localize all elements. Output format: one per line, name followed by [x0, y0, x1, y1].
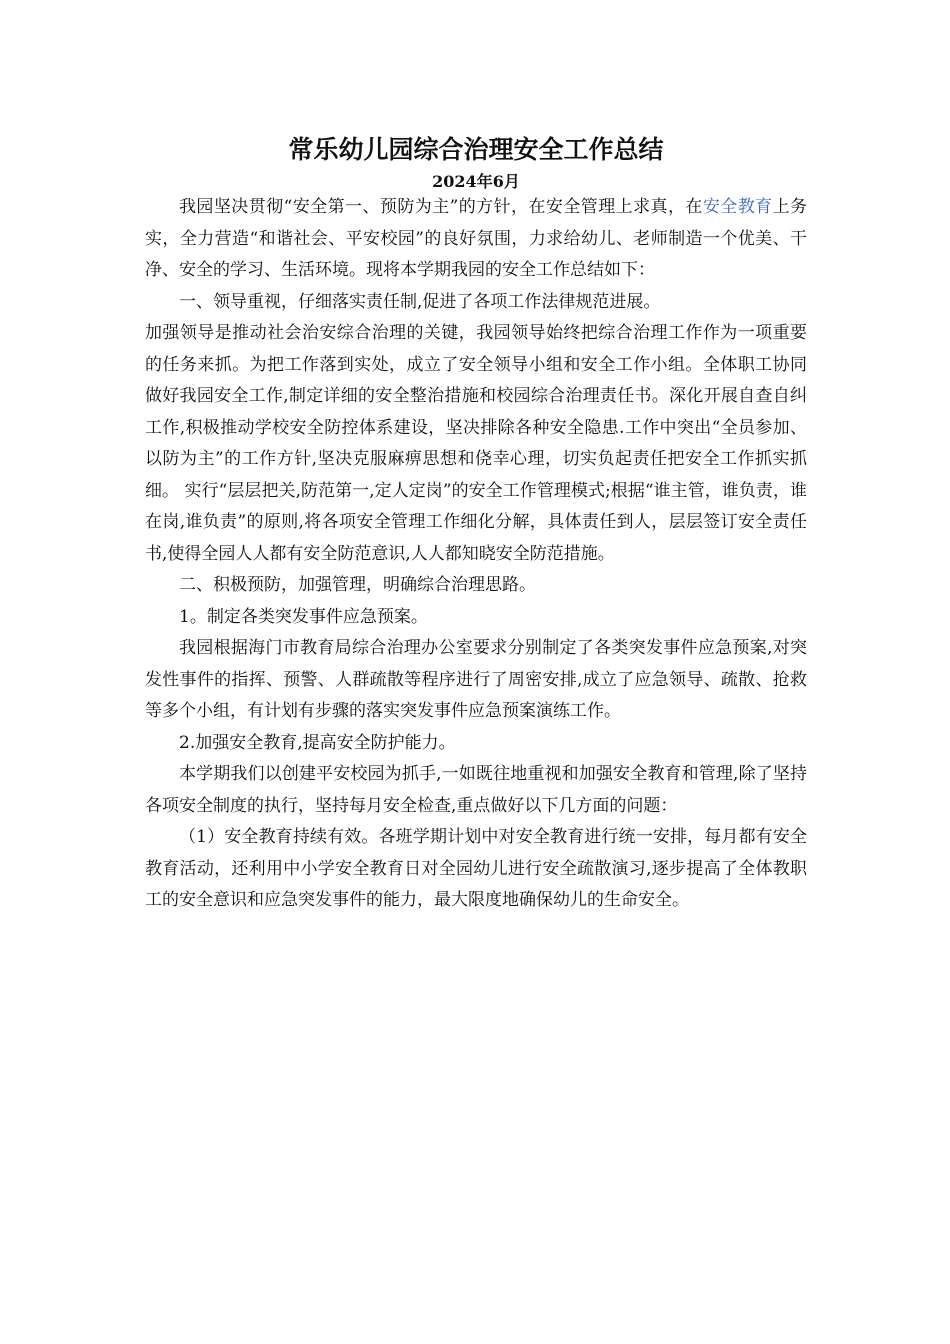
intro-paragraph	[145, 192, 807, 287]
section2-heading: 二、积极预防，加强管理，明确综合治理思路。	[179, 575, 536, 595]
item1-heading: 1。制定各类突发事件应急预案。	[179, 606, 428, 627]
sub1-body: （1）安全教育持续有效。各班学期计划中对安全教育进行统一安排，每月都有安全教育活动，还利用中小学安全教育日对全园幼儿进行安全疏散演习,逐步提高了全体教职工的安全意识和应急突发事件的能力，最大限度地确保幼儿的生命安全。	[145, 827, 807, 910]
document-title: 常乐幼儿园综合治理安全工作总结	[288, 135, 664, 164]
intro-text-end: 上务实，全力营造“和谐社会、平安校园”的良好氛围，力求给幼儿、老师制造一个优美、干净、安全的学习、生活环境。现将本学期我园的安全工作总结如下：	[145, 197, 807, 280]
document-page	[145, 128, 807, 917]
section1-body: 加强领导是推动社会治安综合治理的关键，我园领导始终把综合治理工作作为一项重要的任务来抓。为把工作落到实处，成立了安全领导小组和安全工作小组。全体职工协同做好我园安全工作,制定详细的安全整治措施和校园综合治理责任书。深化开展自查自纠工作,积极推动学校安全防控体系建设，坚决排除各种安全隐患.工作中突出“全员参加、以防为主”的工作方针,坚决克服麻痹思想和侥幸心理，切实负起责任把安全工作抓实抓细。 实行“层层把关,防范第一,定人定岗”的安全工作管理模式;根据“谁主管，谁负责，谁在岗,谁负责”的原则,将各项安全管理工作细化分解，具体责任到人，层层签订安全责任书,使得全园人人都有安全防范意识,人人都知晓安全防范措施。	[145, 323, 807, 564]
safety-education-link[interactable]: 安全教育	[702, 197, 773, 217]
section1-heading: 一、领导重视，仔细落实责任制,促进了各项工作法律规范进展。	[179, 291, 661, 312]
item1-body: 我园根据海门市教育局综合治理办公室要求分别制定了各类突发事件应急预案,对突发性事件的指挥、预警、人群疏散等程序进行了周密安排,成立了应急领导、疏散、抢救等多个小组，有计划有步骤的落实突发事件应急预案演练工作。	[145, 638, 807, 721]
item2-heading: 2.加强安全教育,提高安全防护能力。	[179, 732, 456, 753]
item2-body: 本学期我们以创建平安校园为抓手,一如既往地重视和加强安全教育和管理,除了坚持各项安全制度的执行，坚持每月安全检查,重点做好以下几方面的问题：	[145, 764, 807, 816]
document-date: 2024年6月	[432, 172, 520, 191]
intro-text-start: 我园坚决贯彻“安全第一、预防为主”的方针，在安全管理上求真，在	[179, 197, 703, 217]
